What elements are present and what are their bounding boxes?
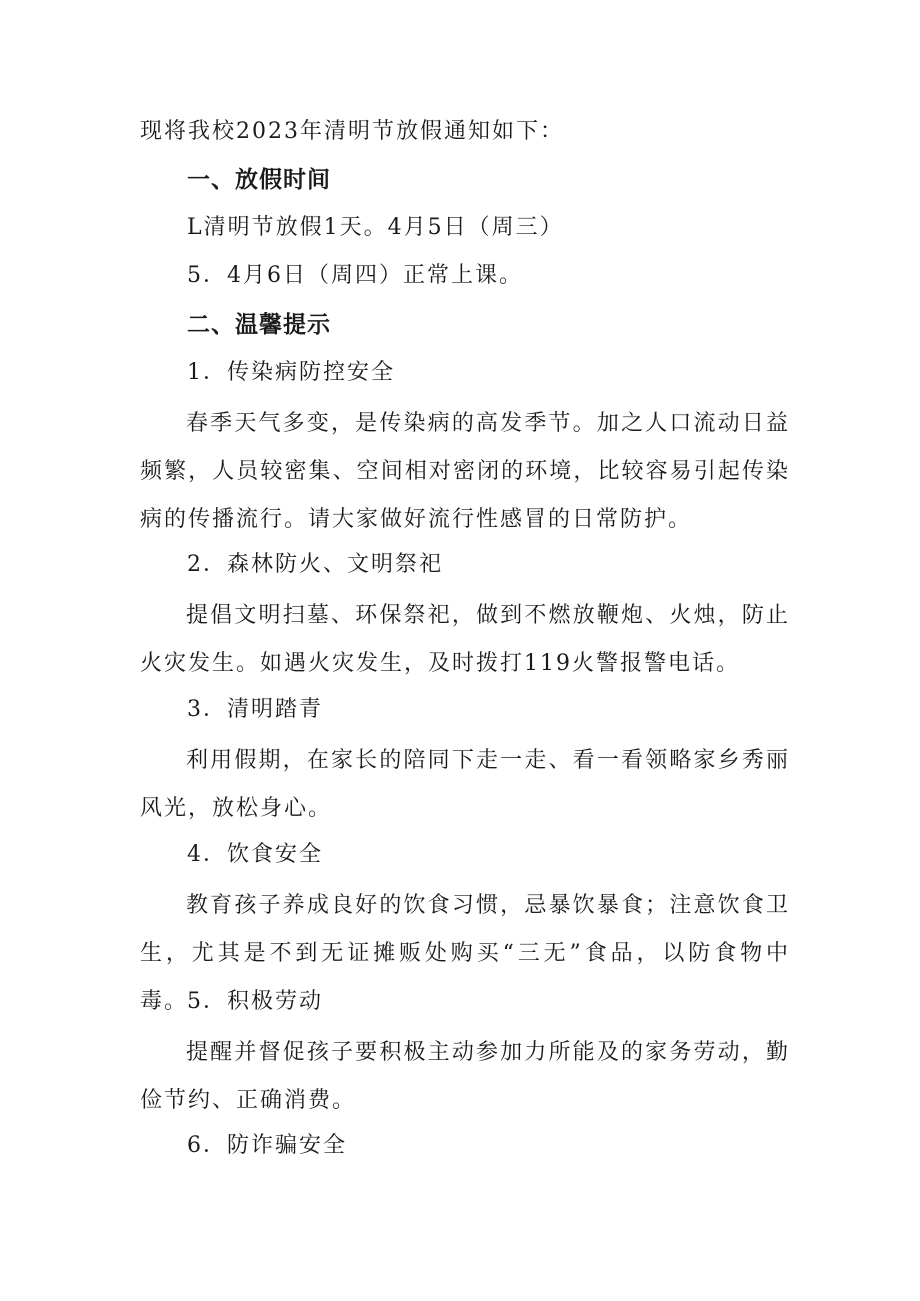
tip-heading-3: 3．清明踏青 (187, 697, 323, 722)
intro-text: 现将我校2023年清明节放假通知如下： (140, 119, 564, 144)
tip-body-5: 提醒并督促孩子要积极主动参加力所能及的家务劳动，勤俭节约、正确消费。 (140, 1040, 790, 1113)
section-title-tips: 二、温馨提示 (187, 312, 331, 338)
section-title-holiday-time: 一、放假时间 (187, 167, 331, 193)
tip-body-2: 提倡文明扫墓、环保祭祀，做到不燃放鞭炮、火烛，防止火灾发生。如遇火灾发生，及时拨打119火警报警电话。 (140, 603, 790, 676)
tip-body-3: 利用假期，在家长的陪同下走一走、看一看领略家乡秀丽风光，放松身心。 (140, 748, 790, 821)
tip-heading-6: 6．防诈骗安全 (187, 1133, 347, 1158)
tip-heading-2: 2．森林防火、文明祭祀 (187, 552, 443, 577)
tip-heading-4: 4．饮食安全 (187, 842, 323, 867)
tip-body-4: 教育孩子养成良好的饮食习惯，忌暴饮暴食；注意饮食卫生，尤其是不到无证摊贩处购买“三无”食品，以防食物中毒。 (140, 893, 790, 1014)
holiday-line-1: L清明节放假1天。4月5日（周三） (187, 215, 564, 240)
holiday-line-2: 5．4月6日（周四）正常上课。 (187, 263, 523, 288)
tip-heading-1: 1．传染病防控安全 (187, 360, 395, 385)
tip-heading-5: 5．积极劳动 (187, 989, 323, 1014)
tip-body-1: 春季天气多变，是传染病的高发季节。加之人口流动日益频繁，人员较密集、空间相对密闭的环境，比较容易引起传染病的传播流行。请大家做好流行性感冒的日常防护。 (140, 411, 790, 532)
